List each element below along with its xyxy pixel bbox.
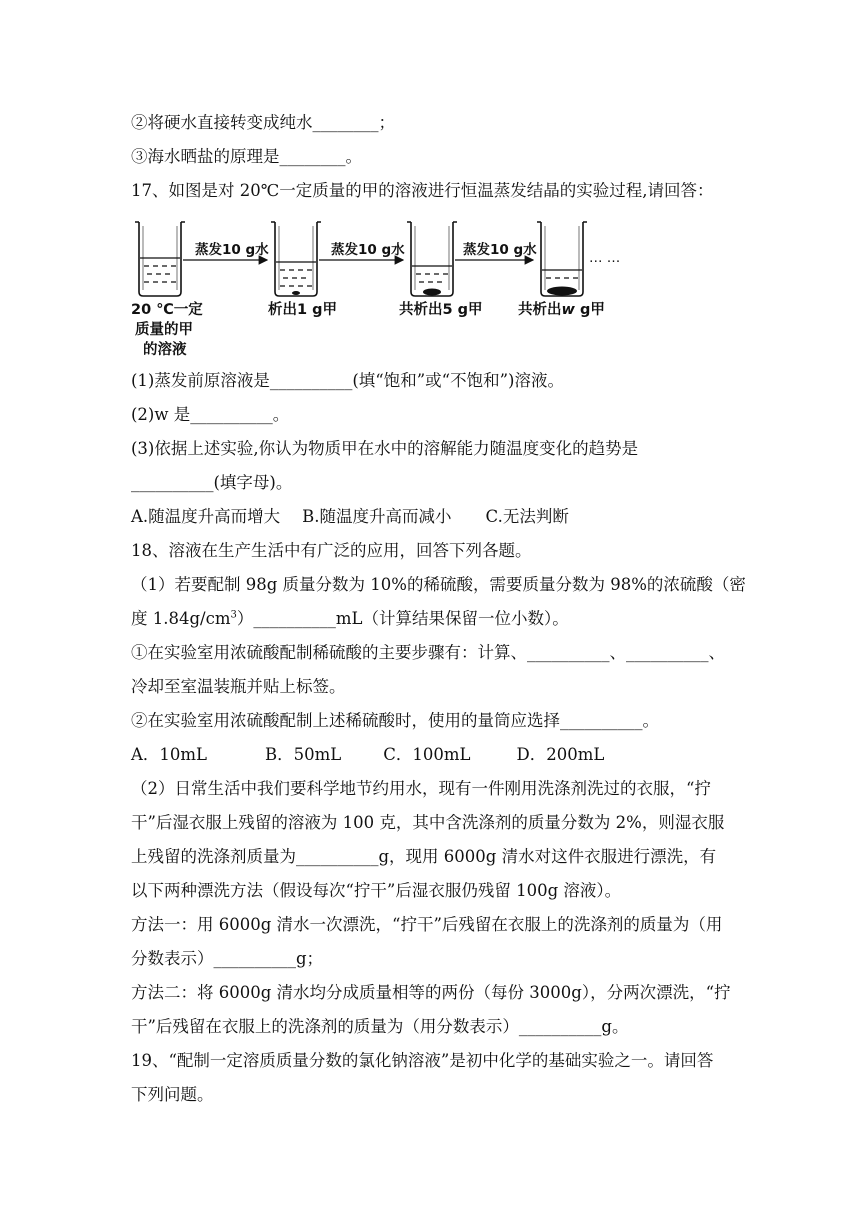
arrow-label-1: 蒸发10 g水 — [195, 242, 269, 258]
label-beaker-1-line1: 20 ℃一定 — [131, 302, 203, 318]
label-beaker-1-line3: 的溶液 — [143, 342, 187, 356]
label-beaker-4-var: w — [561, 302, 575, 318]
option-c: C．100mL — [383, 745, 471, 764]
text-line — [131, 608, 569, 630]
beaker-4 — [537, 222, 587, 296]
option-a: A．10mL — [131, 745, 208, 764]
arrow-label-3: 蒸发10 g水 — [463, 242, 537, 258]
label-beaker-2: 析出1 g甲 — [268, 302, 338, 318]
label-beaker-3: 共析出5 g甲 — [399, 302, 483, 318]
crystals-large — [547, 287, 577, 296]
text-line: (3)依据上述实验,你认为物质甲在水中的溶解能力随温度变化的趋势是 — [131, 439, 639, 458]
text-line: 分数表示）__________g； — [131, 949, 324, 968]
option-b: B．50mL — [265, 745, 342, 764]
superscript: 3 — [230, 609, 237, 621]
label-beaker-4 — [518, 301, 605, 318]
text-line: 冷却至室温装瓶并贴上标签。 — [131, 677, 346, 696]
question-17-stem: 17、如图是对 20℃一定质量的甲的溶液进行恒温蒸发结晶的实验过程,请回答： — [131, 181, 714, 200]
beaker-1 — [135, 222, 185, 296]
text-segment: 度 1.84g/cm — [131, 609, 231, 628]
option-b: B.随温度升高而减小 — [302, 507, 452, 526]
text-line: （1）若要配制 98g 质量分数为 10%的稀硫酸，需要质量分数为 98%的浓硫酸（密 — [131, 575, 746, 594]
option-a: A.随温度升高而增大 — [131, 507, 281, 526]
arrow-label-2: 蒸发10 g水 — [331, 242, 405, 258]
text-line: 上残留的洗涤剂质量为__________g，现用 6000g 清水对这件衣服进行漂洗，有 — [131, 847, 717, 866]
text-line: (2)w 是__________。 — [131, 405, 290, 424]
question-19-stem: 19、“配制一定溶质质量分数的氯化钠溶液”是初中化学的基础实验之一。请回答 — [131, 1051, 714, 1070]
option-line — [131, 506, 569, 528]
text-line: ③海水晒盐的原理是________。 — [131, 147, 362, 166]
text-line: 方法一：用 6000g 清水一次漂洗，“拧干”后残留在衣服上的洗涤剂的质量为（用 — [131, 915, 723, 934]
text-line: ②在实验室用浓硫酸配制上述稀硫酸时，使用的量筒应选择__________。 — [131, 711, 659, 730]
text-line: (1)蒸发前原溶液是__________(填“饱和”或“不饱和”)溶液。 — [131, 371, 564, 390]
label-beaker-1-line2: 质量的甲 — [135, 322, 193, 338]
crystals-medium — [423, 289, 441, 296]
option-c: C.无法判断 — [485, 507, 569, 526]
beaker-3 — [407, 222, 457, 296]
question-18-stem: 18、溶液在生产生活中有广泛的应用，回答下列各题。 — [131, 541, 532, 560]
text-line: __________(填字母)。 — [131, 473, 293, 492]
evaporation-crystallization-figure — [131, 216, 631, 356]
crystals-small — [292, 291, 300, 295]
label-beaker-4-pre: 共析出 — [518, 302, 562, 318]
text-line: 干”后残留在衣服上的洗涤剂的质量为（用分数表示）__________g。 — [131, 1017, 629, 1036]
text-segment: ）__________mL（计算结果保留一位小数）。 — [236, 609, 569, 628]
text-line: ②将硬水直接转变成纯水________； — [131, 113, 395, 132]
text-line: 下列问题。 — [131, 1085, 214, 1104]
beaker-2 — [271, 222, 321, 296]
text-line: ①在实验室用浓硫酸配制稀硫酸的主要步骤有：计算、__________、__________、 — [131, 643, 725, 662]
text-line: （2）日常生活中我们要科学地节约用水，现有一件刚用洗涤剂洗过的衣服，“拧 — [131, 779, 711, 798]
option-line — [131, 744, 604, 766]
ellipsis: … … — [589, 250, 621, 266]
label-beaker-4-post: g甲 — [574, 302, 605, 318]
option-d: D．200mL — [516, 745, 605, 764]
text-line: 干”后湿衣服上残留的溶液为 100 克，其中含洗涤剂的质量分数为 2%，则湿衣服 — [131, 813, 725, 832]
text-line: 以下两种漂洗方法（假设每次“拧干”后湿衣服仍残留 100g 溶液）。 — [131, 881, 622, 900]
text-line: 方法二：将 6000g 清水均分成质量相等的两份（每份 3000g），分两次漂洗，“拧 — [131, 983, 731, 1002]
